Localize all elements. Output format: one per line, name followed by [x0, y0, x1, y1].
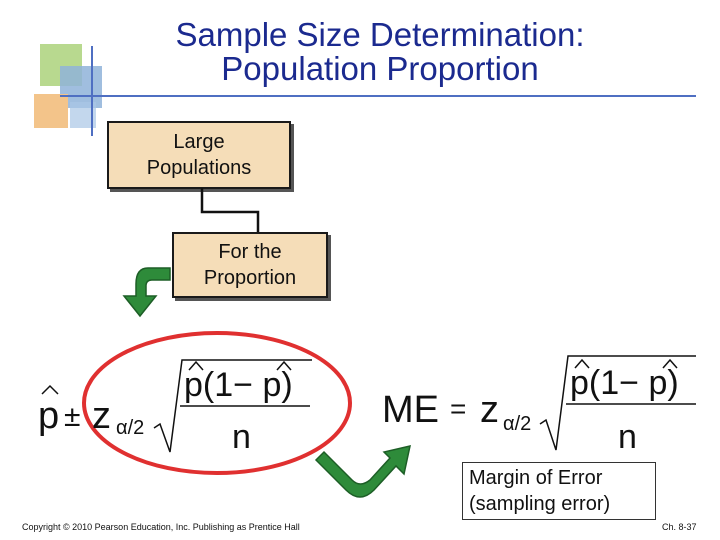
for-the-proportion-line-1: For the: [218, 241, 282, 263]
formula-left-phat: p: [38, 395, 60, 437]
title-line-2: Population Proportion: [221, 50, 539, 87]
title-line-1: Sample Size Determination:: [175, 16, 585, 53]
formula-right-me: ME: [382, 389, 439, 431]
formula-left-sub: α/2: [116, 417, 145, 439]
copyright-footer: Copyright © 2010 Pearson Education, Inc. Publishing as Prentice Hall: [22, 522, 300, 532]
margin-of-error-label: [462, 462, 656, 520]
large-populations-line-1: Large: [173, 131, 225, 153]
formula-right-numerator: p(1− p): [570, 364, 679, 402]
formula-right-eq: =: [450, 393, 467, 424]
margin-label-line-2: (sampling error): [469, 493, 611, 515]
formula-right-sub: α/2: [503, 413, 532, 435]
formula-right-z: z: [480, 389, 499, 431]
formula-left-pm: ±: [64, 400, 81, 433]
for-the-proportion-line-2: Proportion: [203, 267, 297, 289]
formula-left-numerator: p(1− p): [184, 366, 293, 404]
formula-left-z: z: [92, 395, 111, 437]
margin-label-line-1: Margin of Error: [469, 467, 603, 489]
formula-right-n: n: [618, 418, 637, 456]
page-number: Ch. 8-37: [662, 522, 697, 532]
formula-left-n: n: [232, 418, 251, 456]
large-populations-line-2: Populations: [146, 157, 252, 179]
